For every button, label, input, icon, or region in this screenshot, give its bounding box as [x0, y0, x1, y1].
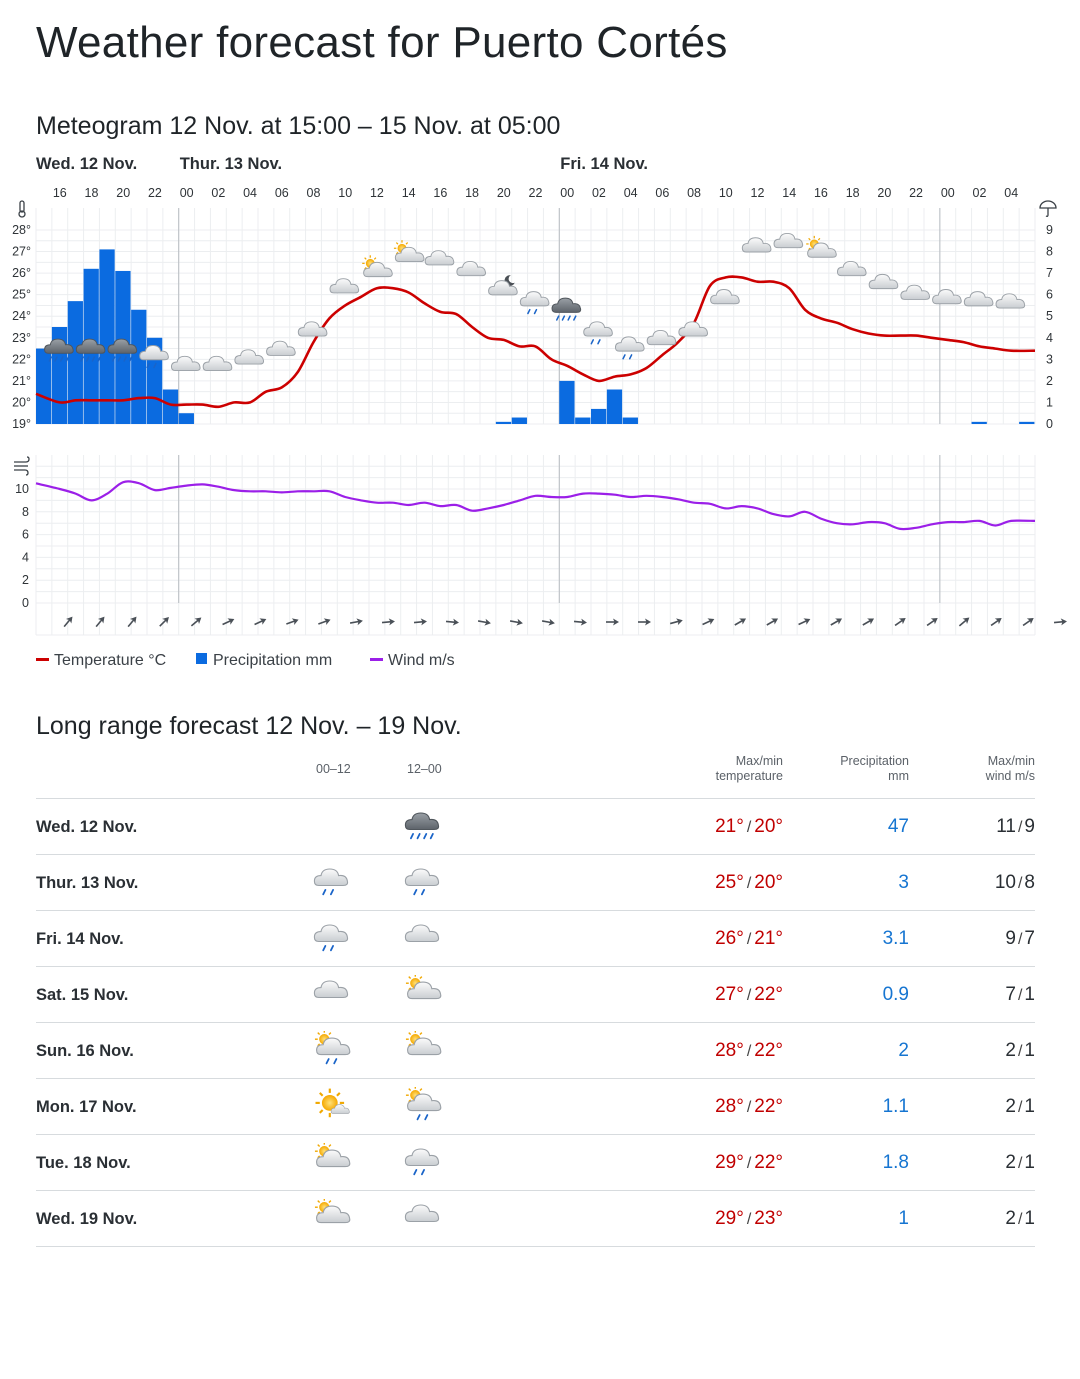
- row-precipitation: 1.8: [882, 1152, 909, 1173]
- separator: /: [1017, 1155, 1023, 1172]
- cloud-icon: [933, 289, 962, 303]
- separator: /: [746, 1155, 752, 1172]
- precipitation-bar: [972, 422, 987, 424]
- cloud-icon: [742, 238, 771, 252]
- row-temp-max: 29°: [715, 1208, 744, 1229]
- cloud-icon: [837, 261, 866, 275]
- hour-tick-label: 06: [274, 186, 289, 200]
- row-day: Sat. 15 Nov.: [36, 986, 129, 1004]
- wind-arrow: [221, 616, 236, 628]
- cloud-icon: [711, 289, 740, 303]
- temperature-tick-label: 19°: [12, 417, 31, 431]
- wind-arrow: [382, 618, 396, 626]
- row-precipitation: 2: [898, 1040, 909, 1061]
- wind-tick-label: 6: [22, 527, 29, 542]
- row-temperature: [715, 1152, 783, 1174]
- meteogram-title: Meteogram 12 Nov. at 15:00 – 15 Nov. at 05:00: [36, 112, 561, 140]
- wind-arrow: [189, 615, 203, 629]
- row-temperature: [715, 816, 783, 838]
- row-temp-max: 29°: [715, 1152, 744, 1173]
- precipitation-tick-label: 7: [1046, 266, 1053, 281]
- header-precipitation: [840, 754, 909, 784]
- cloud-icon: [235, 350, 264, 364]
- separator: /: [746, 875, 752, 892]
- row-wind-max: 10: [994, 872, 1016, 893]
- row-wind: [1005, 1152, 1035, 1174]
- wind-arrow: [93, 614, 107, 628]
- hour-tick-label: 00: [179, 186, 194, 200]
- row-temp-min: 22°: [754, 1040, 783, 1061]
- precipitation-tick-label: 9: [1046, 223, 1053, 237]
- table-row: [36, 967, 1035, 1023]
- hour-tick-label: 04: [243, 186, 258, 200]
- temperature-tick-label: 27°: [12, 244, 31, 259]
- row-wind-min: 1: [1024, 1096, 1035, 1117]
- row-day: Tue. 18 Nov.: [36, 1154, 131, 1172]
- row-temp-min: 20°: [754, 816, 783, 837]
- legend-wind-label: Wind m/s: [388, 652, 455, 669]
- long-range-table: [36, 750, 1035, 1247]
- row-wind-min: 9: [1024, 816, 1035, 837]
- row-wind-min: 1: [1024, 1040, 1035, 1061]
- cloud-icon: [298, 322, 327, 336]
- legend: [36, 652, 455, 669]
- row-temp-min: 22°: [754, 984, 783, 1005]
- wind-arrow: [157, 615, 171, 629]
- hour-tick-label: 02: [972, 186, 987, 200]
- precipitation-tick-label: 4: [1046, 330, 1053, 345]
- precipitation-bar: [496, 422, 511, 424]
- row-wind: [1005, 1096, 1035, 1118]
- cloud-rain-icon: [312, 863, 352, 906]
- wind-arrow: [253, 616, 268, 628]
- header-temperature-line2: temperature: [715, 769, 783, 783]
- cloud-icon: [996, 294, 1025, 308]
- row-temp-max: 27°: [715, 984, 744, 1005]
- separator: /: [746, 1099, 752, 1116]
- precipitation-bar: [99, 249, 114, 424]
- sun-small-cloud-icon: [312, 1087, 352, 1130]
- row-wind-min: 8: [1024, 872, 1035, 893]
- row-wind: [1005, 1208, 1035, 1230]
- legend-temperature-label: Temperature °C: [54, 652, 167, 669]
- cloud-icon: [647, 330, 676, 344]
- temperature-tick-label: 20°: [12, 395, 31, 410]
- row-temperature: [715, 1096, 783, 1118]
- wind-tick-label: 0: [22, 596, 29, 610]
- wind-arrow: [733, 615, 748, 628]
- cloud-rain-icon: [312, 919, 352, 962]
- row-wind-max: 2: [1005, 1040, 1016, 1061]
- hour-tick-label: 14: [401, 186, 416, 200]
- row-temperature: [715, 984, 783, 1006]
- temperature-tick-label: 21°: [12, 373, 31, 388]
- cloud-icon: [171, 356, 200, 370]
- wind-arrow: [989, 615, 1004, 628]
- row-wind: [1005, 1040, 1035, 1062]
- wind-arrow: [125, 614, 139, 628]
- row-wind-max: 2: [1005, 1152, 1016, 1173]
- cloud-heavy-rain-icon: [403, 807, 443, 850]
- wind-arrow: [765, 615, 780, 628]
- day-label: Thur. 13 Nov.: [179, 155, 283, 173]
- row-temperature: [715, 1208, 783, 1230]
- precipitation-bar: [623, 418, 638, 424]
- row-wind: [1005, 928, 1035, 950]
- temperature-tick-label: 25°: [12, 287, 31, 302]
- hour-tick-label: 10: [338, 186, 353, 200]
- row-wind: [1005, 984, 1035, 1006]
- row-wind-min: 1: [1024, 1208, 1035, 1229]
- cloud-icon: [457, 261, 486, 275]
- wind-tick-label: 10: [15, 482, 29, 496]
- sun-cloud-icon: [403, 1031, 443, 1074]
- table-row: [36, 911, 1035, 967]
- hour-tick-label: 18: [84, 186, 99, 200]
- separator: /: [1017, 1211, 1023, 1228]
- row-precipitation: 1.1: [882, 1096, 909, 1117]
- separator: /: [1017, 1099, 1023, 1116]
- row-day: Wed. 12 Nov.: [36, 818, 138, 836]
- row-temp-max: 25°: [715, 872, 744, 893]
- header-period-morning: 00–12: [316, 762, 351, 776]
- separator: /: [1017, 931, 1023, 948]
- row-precipitation: 3: [898, 872, 909, 893]
- wind-arrow: [349, 617, 363, 626]
- row-temp-min: 21°: [754, 928, 783, 949]
- row-day: Sun. 16 Nov.: [36, 1042, 134, 1060]
- row-wind-max: 11: [996, 816, 1016, 837]
- wind-arrow: [638, 619, 651, 626]
- table-row: [36, 1023, 1035, 1079]
- cloud-rain-icon: [584, 322, 613, 344]
- table-row: [36, 1079, 1035, 1135]
- temperature-tick-label: 22°: [12, 352, 31, 367]
- separator: /: [1017, 987, 1023, 1004]
- hour-tick-label: 14: [782, 186, 797, 200]
- precipitation-bar: [179, 413, 194, 424]
- table-row: [36, 1135, 1035, 1191]
- hour-tick-label: 22: [909, 186, 924, 200]
- precipitation-tick-label: 6: [1046, 287, 1053, 302]
- long-range-title: Long range forecast 12 Nov. – 19 Nov.: [36, 712, 462, 740]
- sun-cloud-rain-icon: [403, 1087, 443, 1130]
- precipitation-tick-label: 1: [1046, 395, 1053, 410]
- temperature-tick-label: 24°: [12, 309, 31, 324]
- page-title: Weather forecast for Puerto Cortés: [36, 18, 728, 67]
- row-wind-max: 2: [1005, 1096, 1016, 1117]
- wind-arrow: [669, 617, 683, 627]
- row-temp-max: 28°: [715, 1096, 744, 1117]
- cloud-icon: [425, 251, 454, 265]
- row-temperature: [715, 1040, 783, 1062]
- temperature-tick-label: 26°: [12, 266, 31, 281]
- wind-arrow: [285, 616, 300, 627]
- wind-arrow: [861, 615, 876, 628]
- cloud-icon: [774, 233, 803, 247]
- cloud-icon: [267, 341, 296, 355]
- row-day: Fri. 14 Nov.: [36, 930, 124, 948]
- row-wind: [996, 816, 1035, 838]
- cloud-icon: [403, 919, 443, 962]
- precipitation-tick-label: 8: [1046, 244, 1053, 259]
- precipitation-bar: [575, 418, 590, 424]
- cloud-icon: [901, 285, 930, 299]
- hour-tick-label: 16: [813, 186, 828, 200]
- header-precipitation-line1: Precipitation: [840, 754, 909, 768]
- wind-arrow: [925, 615, 940, 628]
- precipitation-tick-label: 5: [1046, 309, 1053, 324]
- hour-tick-label: 16: [433, 186, 448, 200]
- sun-cloud-icon: [806, 236, 836, 257]
- separator: /: [1017, 819, 1023, 836]
- row-day: Wed. 19 Nov.: [36, 1210, 138, 1228]
- sun-cloud-icon: [312, 1143, 352, 1186]
- precipitation-tick-label: 2: [1046, 373, 1053, 388]
- table-row: [36, 855, 1035, 911]
- row-temperature: [715, 872, 783, 894]
- wind-tick-label: 2: [22, 573, 29, 588]
- header-temperature-line1: Max/min: [735, 754, 783, 768]
- row-temp-min: 22°: [754, 1152, 783, 1173]
- hour-tick-label: 04: [1004, 186, 1019, 200]
- precipitation-bar: [163, 390, 178, 424]
- precipitation-bar: [36, 349, 51, 424]
- cloud-icon: [403, 1199, 443, 1242]
- precipitation-bar: [1019, 422, 1034, 424]
- cloud-rain-icon: [403, 1143, 443, 1186]
- hour-tick-label: 18: [845, 186, 860, 200]
- wind-arrow: [446, 618, 460, 626]
- cloud-icon: [869, 274, 898, 288]
- meteogram-chart: [0, 150, 1080, 680]
- legend-precipitation-label: Precipitation mm: [213, 652, 333, 669]
- hour-tick-label: 00: [560, 186, 575, 200]
- row-wind-min: 7: [1024, 928, 1035, 949]
- hour-tick-label: 02: [211, 186, 226, 200]
- row-temp-min: 20°: [754, 872, 783, 893]
- header-wind-line1: Max/min: [987, 754, 1035, 768]
- header-period-afternoon: 12–00: [407, 762, 442, 776]
- separator: /: [746, 931, 752, 948]
- row-wind-min: 1: [1024, 984, 1035, 1005]
- separator: /: [746, 1043, 752, 1060]
- precipitation-tick-label: 0: [1046, 417, 1053, 431]
- header-wind-line2: wind m/s: [985, 769, 1035, 783]
- hour-tick-label: 04: [623, 186, 638, 200]
- cloud-icon: [312, 975, 352, 1018]
- table-row: [36, 799, 1035, 855]
- row-temp-max: 28°: [715, 1040, 744, 1061]
- umbrella-icon: [1040, 201, 1056, 216]
- thermometer-icon: [19, 201, 25, 217]
- separator: /: [746, 1211, 752, 1228]
- hour-tick-label: 18: [465, 186, 480, 200]
- row-precipitation: 1: [898, 1208, 909, 1229]
- table-header: [36, 750, 1035, 799]
- row-wind-max: 7: [1005, 984, 1016, 1005]
- wind-tick-label: 8: [22, 504, 29, 519]
- hour-tick-label: 00: [940, 186, 955, 200]
- hour-tick-label: 10: [718, 186, 733, 200]
- day-label: Wed. 12 Nov.: [36, 155, 138, 173]
- row-day: Thur. 13 Nov.: [36, 874, 139, 892]
- row-wind: [995, 872, 1035, 894]
- table-row: [36, 1191, 1035, 1247]
- hour-tick-label: 16: [52, 186, 67, 200]
- hour-tick-label: 08: [687, 186, 702, 200]
- hour-tick-label: 20: [496, 186, 511, 200]
- precipitation-bar: [591, 409, 606, 424]
- wind-arrow: [701, 616, 716, 628]
- row-temp-max: 26°: [715, 928, 744, 949]
- hour-tick-label: 20: [877, 186, 892, 200]
- sun-cloud-icon: [362, 255, 392, 276]
- wind-arrow: [1054, 618, 1068, 626]
- cloud-rain-icon: [403, 863, 443, 906]
- hour-tick-label: 08: [306, 186, 321, 200]
- separator: /: [746, 819, 752, 836]
- wind-arrow: [574, 618, 588, 626]
- precipitation-bar: [68, 301, 83, 424]
- moon-cloud-icon: [489, 275, 518, 295]
- hour-tick-label: 02: [591, 186, 606, 200]
- cloud-icon: [679, 322, 708, 336]
- wind-arrow: [829, 615, 844, 628]
- row-wind-max: 2: [1005, 1208, 1016, 1229]
- hour-tick-label: 12: [750, 186, 765, 200]
- wind-arrow: [606, 619, 619, 626]
- separator: /: [1017, 875, 1023, 892]
- sun-cloud-rain-icon: [312, 1031, 352, 1074]
- cloud-icon: [203, 356, 232, 370]
- legend-temperature: [36, 652, 166, 669]
- precipitation-bar: [512, 418, 527, 424]
- row-temp-min: 22°: [754, 1096, 783, 1117]
- wind-tick-label: 4: [22, 550, 29, 565]
- hour-tick-label: 22: [147, 186, 162, 200]
- row-precipitation: 3.1: [882, 928, 909, 949]
- wind-arrow: [797, 616, 812, 628]
- temperature-tick-label: 23°: [12, 330, 31, 345]
- wind-arrow: [1021, 615, 1036, 628]
- separator: /: [1017, 1043, 1023, 1060]
- separator: /: [746, 987, 752, 1004]
- precipitation-bar: [131, 310, 146, 424]
- row-precipitation: 47: [887, 816, 909, 837]
- hour-tick-label: 06: [655, 186, 670, 200]
- sun-cloud-icon: [403, 975, 443, 1018]
- wind-arrow: [61, 614, 75, 628]
- row-temp-max: 21°: [715, 816, 744, 837]
- sun-cloud-icon: [312, 1199, 352, 1242]
- cloud-rain-icon: [615, 337, 644, 359]
- hour-tick-label: 12: [369, 186, 384, 200]
- row-temperature: [715, 928, 783, 950]
- legend-precipitation: [196, 652, 332, 669]
- wind-icon: [14, 457, 29, 475]
- wind-arrow: [317, 616, 332, 627]
- row-wind-min: 1: [1024, 1152, 1035, 1173]
- wind-arrow: [893, 615, 908, 628]
- precipitation-tick-label: 3: [1046, 352, 1053, 367]
- wind-arrow: [414, 618, 428, 626]
- sun-cloud-icon: [394, 240, 424, 261]
- hour-tick-label: 20: [116, 186, 131, 200]
- row-temp-min: 23°: [754, 1208, 783, 1229]
- header-wind: [986, 754, 1035, 784]
- temperature-tick-label: 28°: [12, 223, 31, 237]
- header-temperature: [716, 754, 783, 784]
- header-precipitation-line2: mm: [888, 769, 909, 783]
- wind-arrow: [957, 615, 971, 629]
- precipitation-bar: [607, 390, 622, 424]
- legend-wind: [370, 652, 455, 669]
- precipitation-bar: [559, 381, 574, 424]
- cloud-icon: [330, 279, 359, 293]
- hour-tick-label: 22: [528, 186, 543, 200]
- row-day: Mon. 17 Nov.: [36, 1098, 137, 1116]
- cloud-icon: [964, 292, 993, 306]
- row-precipitation: 0.9: [882, 984, 909, 1005]
- day-label: Fri. 14 Nov.: [560, 155, 649, 173]
- row-wind-max: 9: [1005, 928, 1016, 949]
